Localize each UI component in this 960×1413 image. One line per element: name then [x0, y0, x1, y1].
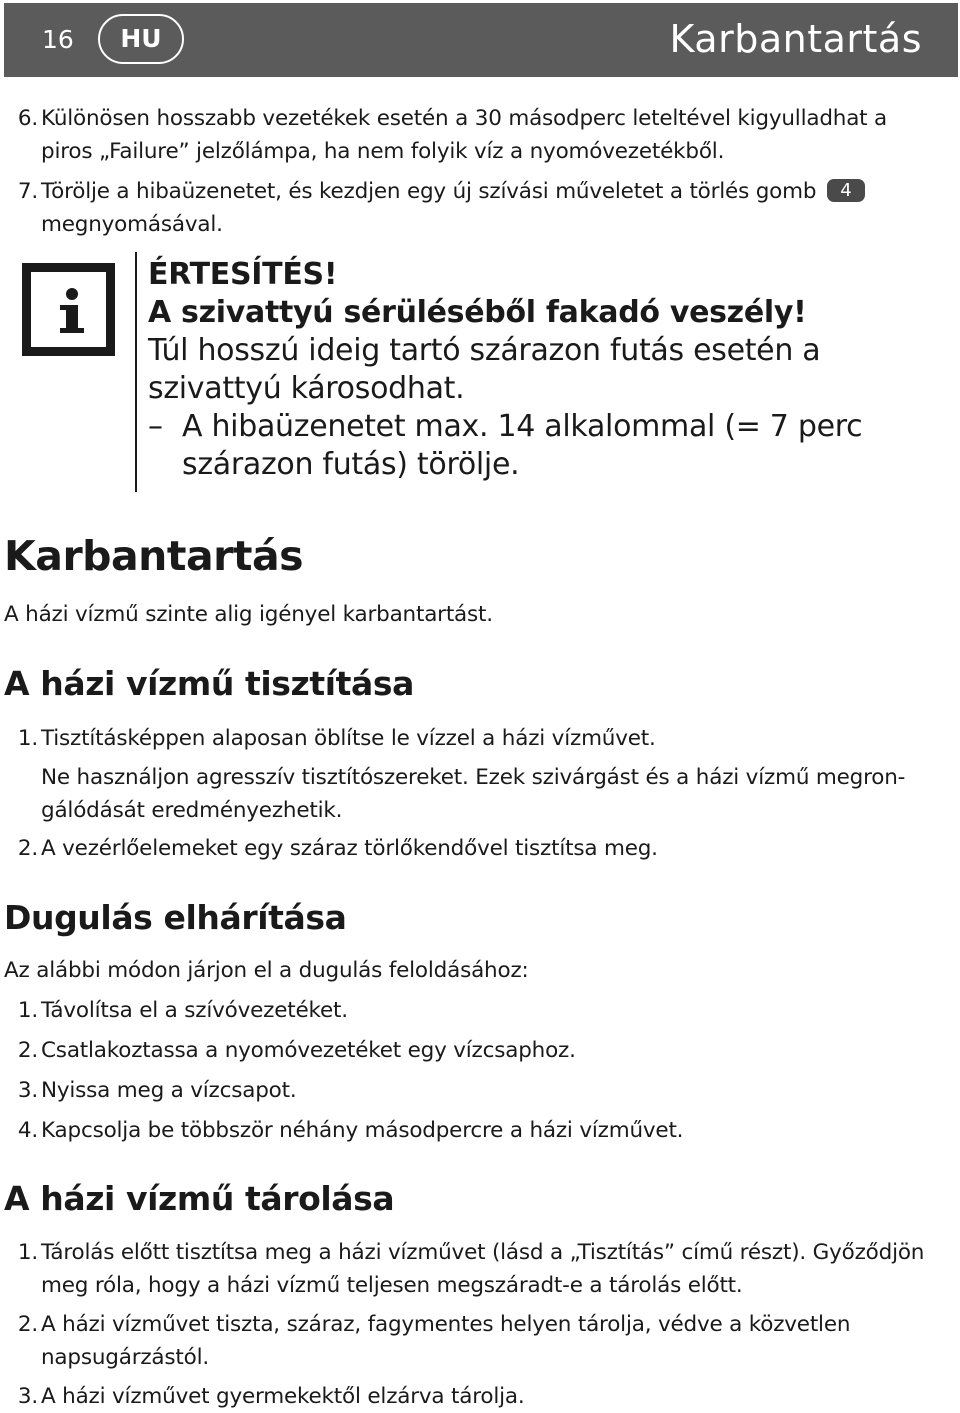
step-text: Tárolás előtt tisztítsa meg a házi vízművet (lásd a „Tisztítás” című részt). Győződjön meg róla, hogy a házi vízmű teljesen megszáradt-e a tárolás előtt. [41, 1240, 925, 1298]
step-text: A házi vízművet gyermekektől elzárva tárolja. [41, 1384, 525, 1409]
section-intro: A házi vízmű szinte alig igényel karbantartást. [4, 602, 493, 627]
list-item [4, 1236, 934, 1302]
step-number: 4. [17, 1118, 38, 1143]
list-item [4, 722, 934, 827]
step-text: Tisztításképpen alaposan öblítse le vízzel a házi vízművet. [41, 726, 656, 751]
step-number: 1. [17, 726, 38, 751]
notice-box [148, 256, 948, 484]
step-text: A vezérlőelemeket egy száraz törlőkendővel tisztítsa meg. [41, 836, 658, 861]
bullet-dash: – [148, 409, 163, 444]
unclogging-intro: Az alábbi módon járjon el a dugulás feloldásához: [4, 958, 529, 983]
page-header [4, 3, 958, 77]
step-number: 2. [17, 1312, 38, 1337]
step-number: 2. [17, 1038, 38, 1063]
step-number: 3. [17, 1384, 38, 1409]
step-number: 7. [17, 179, 38, 204]
notice-body: Túl hosszú ideig tartó szárazon futás esetén a szivattyú károsodhat. [148, 333, 821, 406]
list-item [4, 1308, 934, 1374]
unclogging-heading: Dugulás elhárítása [4, 898, 347, 937]
step-text: Különösen hosszabb vezetékek esetén a 30 másodperc leteltével kigyulladhat a piros „Failure” jelzőlámpa, ha nem folyik víz a nyomóvezetékből. [41, 106, 888, 164]
notice-divider [135, 252, 137, 492]
step-text: Törölje a hibaüzenetet, és kezdjen egy új szívási műveletet a törlés gomb [41, 179, 817, 204]
header-title: Karbantartás [669, 17, 922, 61]
list-item [4, 1380, 934, 1413]
key-reference-badge: 4 [827, 179, 865, 202]
step-text-continued: megnyomásával. [41, 212, 223, 237]
list-item [4, 102, 934, 168]
step-text: Kapcsolja be többször néhány másodpercre a házi vízművet. [41, 1118, 684, 1143]
notice-bullet-text: A hibaüzenetet max. 14 alkalommal (= 7 perc szárazon futás) törölje. [182, 409, 863, 482]
step-number: 3. [17, 1078, 38, 1103]
section-title: Karbantartás [4, 532, 304, 580]
notice-heading: ÉRTESÍTÉS! [148, 257, 338, 292]
list-item [4, 1114, 934, 1147]
notice-subheading: A szivattyú sérüléséből fakadó veszély! [148, 295, 807, 330]
list-item [4, 1034, 934, 1067]
step-text: Távolítsa el a szívóvezetéket. [41, 998, 348, 1023]
list-item [4, 994, 934, 1027]
cleaning-heading: A házi vízmű tisztítása [4, 664, 414, 703]
list-item [4, 832, 934, 865]
step-text: Nyissa meg a vízcsapot. [41, 1078, 297, 1103]
step-number: 2. [17, 836, 38, 861]
list-item [4, 175, 934, 241]
storage-heading: A házi vízmű tárolása [4, 1179, 395, 1218]
notice-bullet [148, 408, 948, 484]
step-number: 6. [17, 106, 38, 131]
step-text: Csatlakoztassa a nyomóvezetéket egy vízcsaphoz. [41, 1038, 576, 1063]
page-number: 16 [42, 25, 74, 54]
step-note: Ne használjon agresszív tisztítószereket. Ezek szivárgást és a házi vízmű megron-gálódását eredményezhetik. [41, 765, 906, 823]
step-text: A házi vízművet tiszta, száraz, fagymentes helyen tárolja, védve a közvetlen napsugárzástól. [41, 1312, 851, 1370]
language-badge: HU [98, 14, 184, 64]
step-number: 1. [17, 1240, 38, 1265]
step-number: 1. [17, 998, 38, 1023]
list-item [4, 1074, 934, 1107]
info-icon [22, 263, 115, 356]
